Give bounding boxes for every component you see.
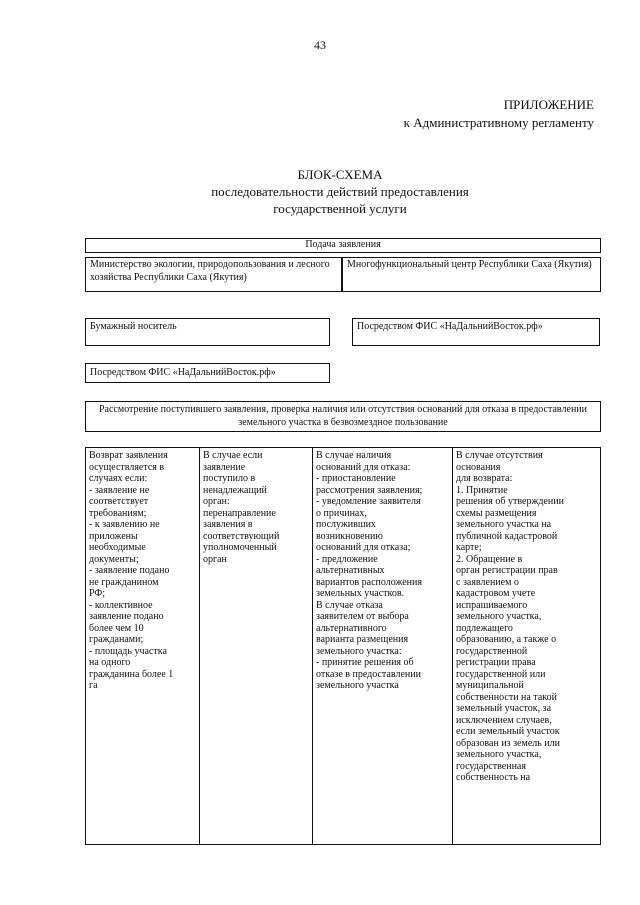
appendix-header	[404, 96, 594, 132]
outcome-return: Возврат заявления осуществляется в случаях если: - заявление не соответствует требованиям; - к заявлению не приложены необходимые документы; - заявление подано не гражданином РФ; - коллективное заявление подано более чем 10 гражданами; - площадь участка на одного гражданина более 1 га	[86, 448, 200, 844]
outcome-refusal: В случае наличия оснований для отказа: - приостановление рассмотрения заявления; - уведомление заявителя о причинах, послуживших возникновению оснований для отказа; - предложение альтернативных вариантов расположения земельных участков. В случае отказа заявителем от выбора альтернативного варианта размещения земельного участка: - принятие решения об отказе в предоставлении земельного участка	[313, 448, 453, 844]
appendix-title: ПРИЛОЖЕНИЕ	[503, 97, 594, 112]
review-box: Рассмотрение поступившего заявления, проверка наличия или отсутствия оснований для отказа в предоставлении земельного участка в безвозмездное пользование	[85, 401, 601, 432]
fis-channel-box-right: Посредством ФИС «НаДальнийВосток.рф»	[352, 318, 600, 346]
submission-box: Подача заявления	[85, 238, 601, 253]
title-line-3: государственной услуги	[273, 201, 407, 216]
outcomes-table	[85, 447, 601, 845]
appendix-subtitle: к Административному регламенту	[403, 115, 594, 130]
fis-channel-box-left: Посредством ФИС «НаДальнийВосток.рф»	[85, 363, 330, 383]
page-number: 43	[314, 38, 326, 52]
title-line-2: последовательности действий предоставления	[211, 184, 469, 199]
outcome-redirect: В случае если заявление поступило в ненадлежащий орган: перенаправление заявления в соответствующий уполномоченный орган	[200, 448, 313, 844]
flowchart-title	[140, 166, 540, 217]
ministry-box: Министерство экологии, природопользования и лесного хозяйства Республики Саха (Якутия)	[85, 257, 342, 292]
mfc-box: Многофункциональный центр Республики Саха (Якутия)	[342, 257, 601, 292]
title-line-1: БЛОК-СХЕМА	[297, 167, 383, 182]
paper-channel-box: Бумажный носитель	[85, 318, 330, 346]
outcome-approval: В случае отсутствия основания для возврата: 1. Принятие решения об утверждении схемы размещения земельного участка на публичной кадастровой карте; 2. Обращение в орган регистрации прав с заявлением о кадастровом учете испрашиваемого земельного участка, подлежащего образованию, а также о государственной регистрации права государственной или муниципальной собственности на такой земельный участок, за исключением случаев, если земельный участок образован из земель или земельного участка, государственная собственность на	[456, 450, 564, 783]
